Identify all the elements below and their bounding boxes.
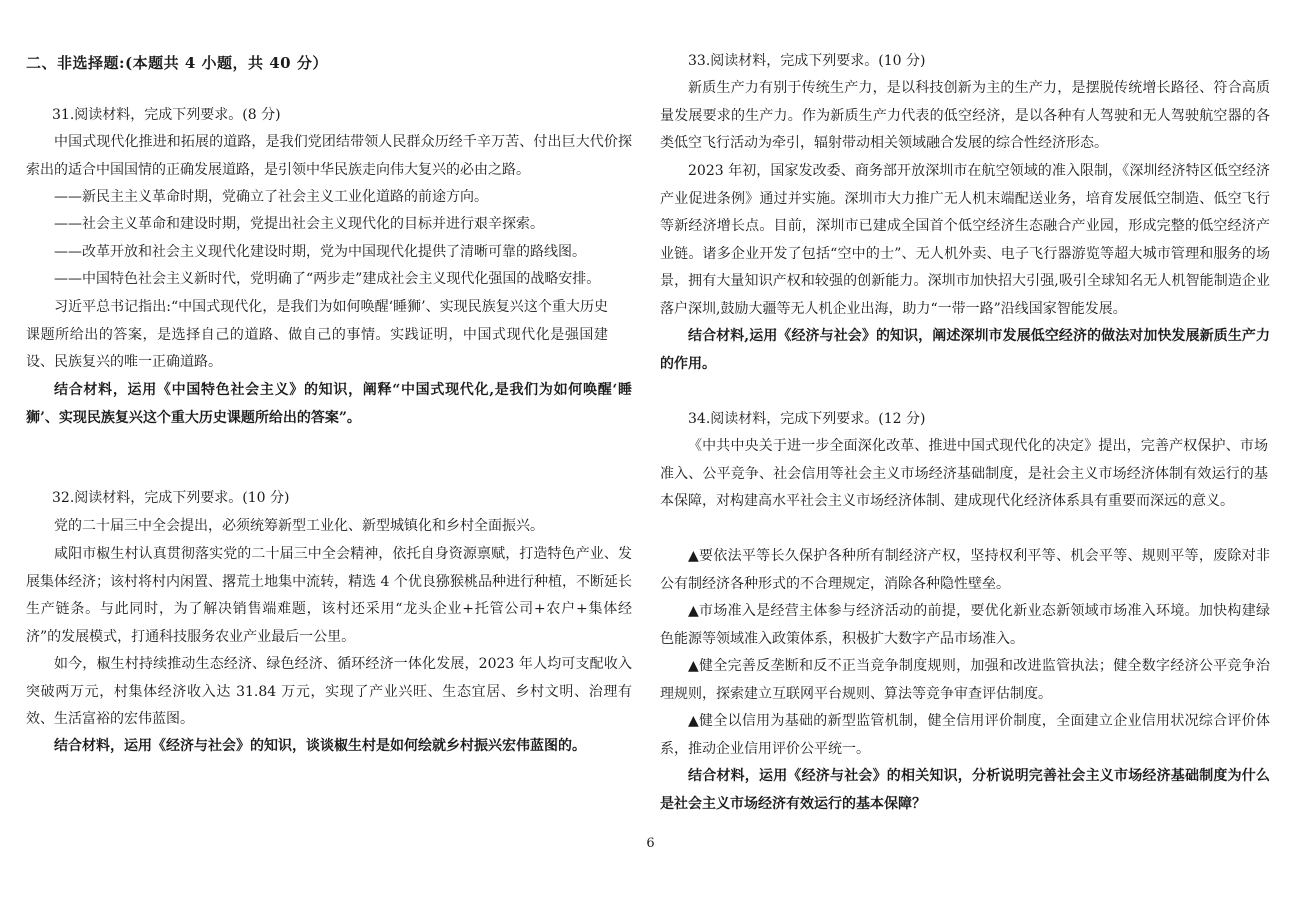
q34-point-2: ▲市场准入是经营主体参与经济活动的前提，要优化新业态新领域市场准入环境。加快构建绿色能源等领域准入政策体系，积极扩大数字产品市场准入。: [660, 603, 1270, 647]
q31-header: 31.阅读材料，完成下列要求。(8 分): [52, 107, 281, 123]
q32-paragraph-2: 咸阳市椒生村认真贯彻落实党的二十届三中全会精神，依托自身资源禀赋，打造特色产业、发展集体经济；该村将村内闲置、撂荒土地集中流转，精选 4 个优良猕猴桃品种进行种植，不断延长生产链条。与此同时，为了解决销售端难题，该村还采用“龙头企业+托管公司+农户+集体经济”的发展模式，打通科技服务农业产业最后一公里。: [26, 546, 632, 645]
q32-task: 结合材料，运用《经济与社会》的知识，谈谈椒生村是如何绘就乡村振兴宏伟蓝图的。: [54, 738, 586, 754]
page-number: 6: [646, 836, 655, 851]
q31-bullet-4: ——中国特色社会主义新时代，党明确了“两步走”建成社会主义现代化强国的战略安排。: [54, 271, 601, 287]
q34-point-1: ▲要依法平等长久保护各种所有制经济产权，坚持权利平等、机会平等、规则平等，废除对非公有制经济各种形式的不合理规定，消除各种隐性壁垒。: [660, 548, 1270, 592]
q34-task: 结合材料，运用《经济与社会》的相关知识，分析说明完善社会主义市场经济基础制度为什么是社会主义市场经济有效运行的基本保障？: [660, 768, 1270, 812]
section-title: 二、非选择题:(本题共 4 小题，共 40 分）: [26, 54, 328, 72]
q33-task: 结合材料,运用《经济与社会》的知识，阐述深圳市发展低空经济的做法对加快发展新质生产力的作用。: [660, 328, 1270, 372]
q34-point-4: ▲健全以信用为基础的新型监管机制，健全信用评价制度，全面建立企业信用状况综合评价体系，推动企业信用评价公平统一。: [660, 713, 1270, 757]
q33-header: 33.阅读材料，完成下列要求。(10 分): [688, 53, 926, 69]
q34-header: 34.阅读材料，完成下列要求。(12 分): [688, 411, 926, 427]
q31-bullet-1: ——新民主主义革命时期，党确立了社会主义工业化道路的前途方向。: [54, 189, 488, 205]
q32-paragraph-1: 党的二十届三中全会提出，必须统筹新型工业化、新型城镇化和乡村全面振兴。: [54, 518, 544, 534]
q31-paragraph-1: 中国式现代化推进和拓展的道路，是我们党团结带领人民群众历经千辛万苦、付出巨大代价探索出的适合中国国情的正确发展道路，是引领中华民族走向伟大复兴的必由之路。: [26, 134, 632, 178]
q32-paragraph-3: 如今，椒生村持续推动生态经济、绿色经济、循环经济一体化发展，2023 年人均可支配收入突破两万元，村集体经济收入达 31.84 万元，实现了产业兴旺、生态宜居、乡村文明、治理有效、生活富裕的宏伟蓝图。: [26, 656, 632, 727]
q34-paragraph-1: 《中共中央关于进一步全面深化改革、推进中国式现代化的决定》提出，完善产权保护、市场准入、公平竞争、社会信用等社会主义市场经济基础制度，是社会主义市场经济体制有效运行的基本保障，对构建高水平社会主义市场经济体制、建成现代化经济体系具有重要而深远的意义。: [660, 438, 1268, 509]
q33-paragraph-2: 2023 年初，国家发改委、商务部开放深圳市在航空领域的准入限制，《深圳经济特区低空经济产业促进条例》通过并实施。深圳市大力推广无人机末端配送业务，培育发展低空制造、低空飞行等新经济增长点。目前，深圳市已建成全国首个低空经济生态融合产业园，形成完整的低空经济产业链。诸多企业开发了包括“空中的士”、无人机外卖、电子飞行器游览等超大城市管理和服务的场景，拥有大量知识产权和较强的创新能力。深圳市加快招大引强,吸引全球知名无人机智能制造企业落户深圳,鼓励大疆等无人机企业出海，助力“一带一路”沿线国家智能发展。: [660, 163, 1270, 317]
q31-task: 结合材料，运用《中国特色社会主义》的知识，阐释“中国式现代化,是我们为如何唤醒‘睡狮’、实现民族复兴这个重大历史课题所给出的答案”。: [26, 382, 632, 426]
q32-header: 32.阅读材料，完成下列要求。(10 分): [52, 490, 290, 506]
q34-point-3: ▲健全完善反垄断和反不正当竞争制度规则，加强和改进监管执法；健全数字经济公平竞争治理规则，探索建立互联网平台规则、算法等竞争审查评估制度。: [660, 658, 1270, 702]
q31-bullet-2: ——社会主义革命和建设时期，党提出社会主义现代化的目标并进行艰辛探索。: [54, 216, 544, 232]
q31-bullet-3: ——改革开放和社会主义现代化建设时期，党为中国现代化提供了清晰可靠的路线图。: [54, 244, 586, 260]
q33-paragraph-1: 新质生产力有别于传统生产力，是以科技创新为主的生产力，是摆脱传统增长路径、符合高质量发展要求的生产力。作为新质生产力代表的低空经济，是以各种有人驾驶和无人驾驶航空器的各类低空飞行活动为牵引，辐射带动相关领域融合发展的综合性经济形态。: [660, 80, 1270, 151]
q31-paragraph-2: 习近平总书记指出:“中国式现代化，是我们为如何唤醒‘睡狮’、实现民族复兴这个重大历史课题所给出的答案，是选择自己的道路、做自己的事情。实践证明，中国式现代化是强国建设、民族复兴的唯一正确道路。: [26, 299, 608, 370]
